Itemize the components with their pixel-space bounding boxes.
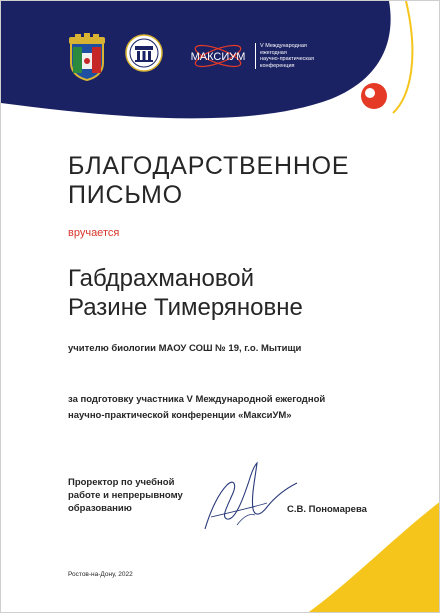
- letter-title-line: БЛАГОДАРСТВЕННОЕ: [68, 152, 350, 180]
- coat-of-arms-icon: [65, 33, 109, 81]
- recipient-name: [68, 264, 303, 322]
- signer-role-line: образованию: [68, 503, 132, 514]
- yellow-corner-shape: [306, 501, 440, 613]
- handwritten-signature: [197, 459, 305, 535]
- signer-name: С.В. Пономарева: [287, 504, 367, 515]
- letter-title: [68, 152, 349, 210]
- award-reason-line: за подготовку участника V Международной ежегодной: [68, 394, 326, 405]
- award-reason-line: научно-практической конференции «МаксиУМ»: [68, 410, 292, 421]
- university-logo-icon: [125, 34, 163, 72]
- maxium-logo-icon: [179, 39, 257, 73]
- conference-caption-line: конференция: [260, 62, 295, 69]
- signer-role: [68, 476, 183, 515]
- recipient-position: учителю биологии МАОУ СОШ № 19, г.о. Мытищи: [68, 343, 302, 354]
- conference-caption-line: научно-практическая: [260, 56, 314, 62]
- red-dot-highlight: [365, 88, 375, 98]
- recipient-name-line: Габдрахмановой: [68, 265, 255, 292]
- handed-to-label: вручается: [68, 227, 120, 239]
- conference-caption-line: ежегодная: [260, 49, 287, 56]
- city-date: Ростов-на-Дону, 2022: [68, 571, 133, 578]
- signer-role-line: работе и непрерывному: [68, 490, 183, 501]
- maxium-wordmark: МАКСИУМ: [190, 51, 246, 63]
- conference-caption: [255, 43, 322, 69]
- letter-title-line: ПИСЬМО: [68, 181, 183, 209]
- signer-role-line: Проректор по учебной: [68, 477, 175, 488]
- recipient-name-line: Разине Тимеряновне: [68, 294, 303, 321]
- award-reason: [68, 392, 325, 424]
- conference-caption-line: V Международная: [260, 43, 307, 49]
- orbit-arc: [393, 1, 412, 113]
